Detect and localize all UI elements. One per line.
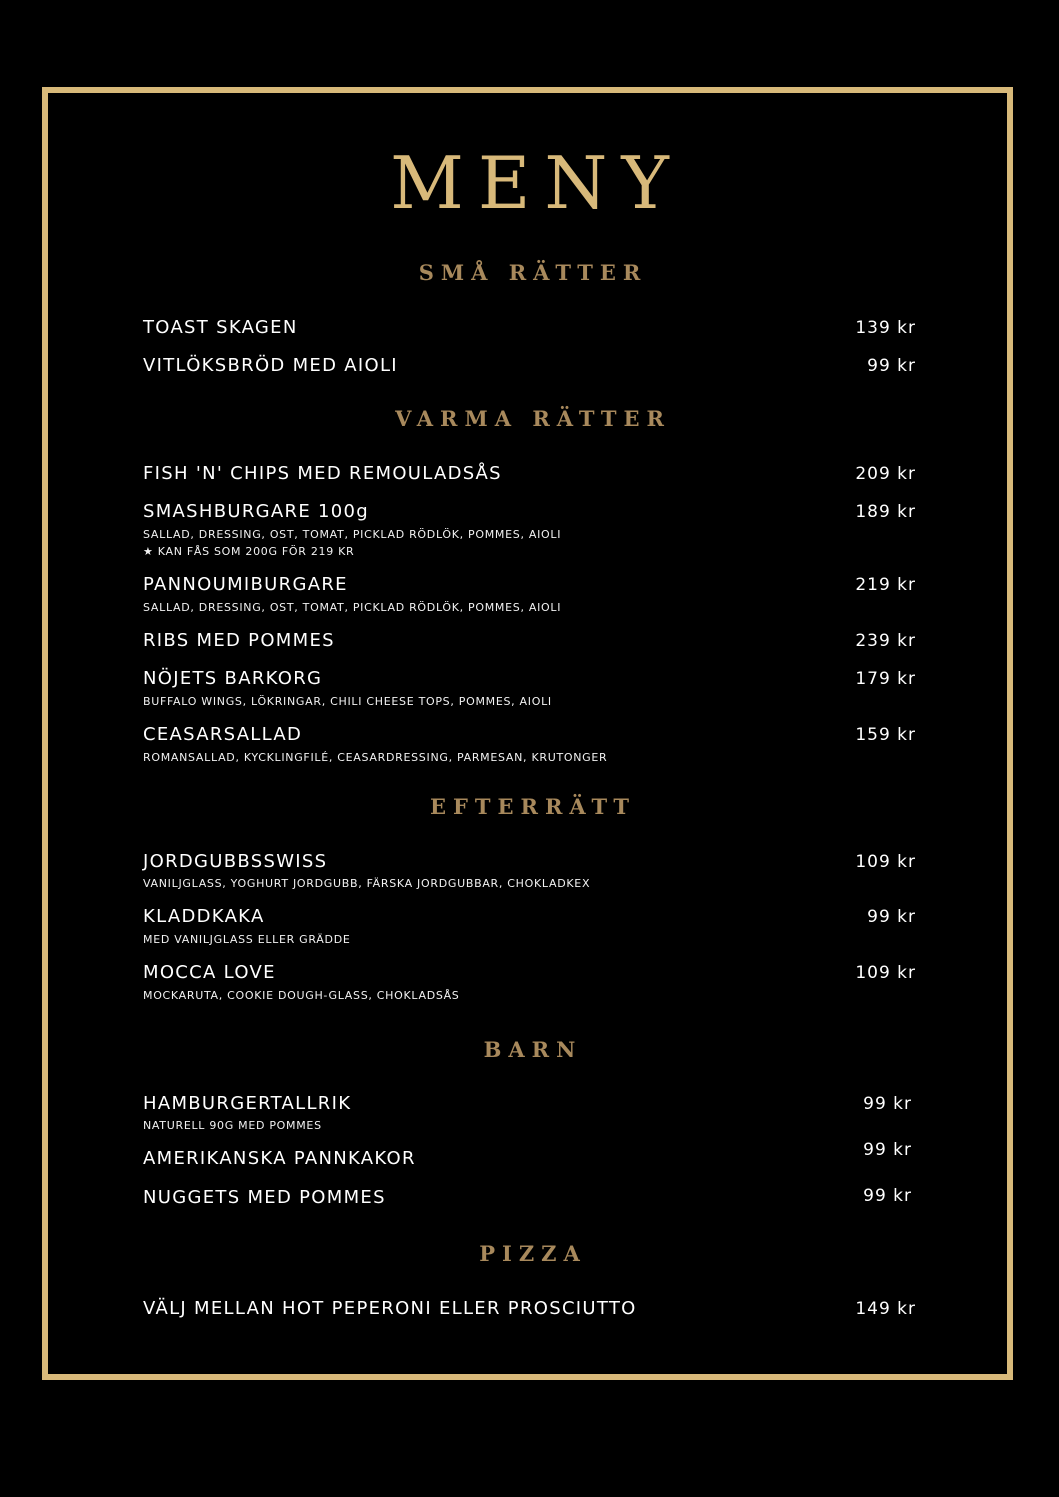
item-desc-pannoumiburgare: SALLAD, DRESSING, OST, TOMAT, PICKLAD RÖDLÖK, POMMES, AIOLI [143, 601, 562, 614]
item-name-pannoumiburgare: PANNOUMIBURGARE [143, 574, 348, 595]
item-desc-jordgubbsswiss: VANILJGLASS, YOGHURT JORDGUBB, FÄRSKA JORDGUBBAR, CHOKLADKEX [143, 877, 591, 890]
item-desc-barkorg: BUFFALO WINGS, LÖKRINGAR, CHILI CHEESE TOPS, POMMES, AIOLI [143, 695, 552, 708]
item-price-fish-n-chips: 209 kr [855, 464, 916, 484]
item-name-mocca-love: MOCCA LOVE [143, 962, 276, 983]
item-name-vitloksbrod: VITLÖKSBRÖD MED AIOLI [143, 355, 398, 376]
item-desc-smashburgare: SALLAD, DRESSING, OST, TOMAT, PICKLAD RÖDLÖK, POMMES, AIOLI [143, 528, 562, 541]
item-price-hamburgertallrik: 99 kr [863, 1094, 912, 1114]
item-price-pannoumiburgare: 219 kr [855, 575, 916, 595]
item-price-ribs: 239 kr [855, 631, 916, 651]
item-name-hamburgertallrik: HAMBURGERTALLRIK [143, 1093, 352, 1114]
section-title-efterratt: EFTERRÄTT [429, 794, 637, 819]
item-name-kladdkaka: KLADDKAKA [143, 906, 265, 927]
section-title-varma-ratter: VARMA RÄTTER [395, 406, 671, 431]
item-name-barkorg: NÖJETS BARKORG [143, 668, 323, 689]
section-title-barn: BARN [483, 1037, 583, 1062]
item-price-nuggets: 99 kr [863, 1186, 912, 1206]
item-name-pizza: VÄLJ MELLAN HOT PEPERONI ELLER PROSCIUTTO [143, 1298, 637, 1319]
item-desc-mocca-love: MOCKARUTA, COOKIE DOUGH-GLASS, CHOKLADSÅS [143, 989, 460, 1002]
item-price-barkorg: 179 kr [855, 669, 916, 689]
item-name-ceasarsallad: CEASARSALLAD [143, 724, 303, 745]
item-price-ceasarsallad: 159 kr [855, 725, 916, 745]
menu-title: MENY [390, 141, 683, 225]
item-name-nuggets: NUGGETS MED POMMES [143, 1187, 386, 1208]
item-price-toast-skagen: 139 kr [855, 318, 916, 338]
item-desc-hamburgertallrik: NATURELL 90G MED POMMES [143, 1119, 322, 1132]
item-price-vitloksbrod: 99 kr [867, 356, 916, 376]
item-price-jordgubbsswiss: 109 kr [855, 852, 916, 872]
item-name-jordgubbsswiss: JORDGUBBSSWISS [143, 851, 328, 872]
item-name-toast-skagen: TOAST SKAGEN [143, 317, 298, 338]
item-price-pizza: 149 kr [855, 1299, 916, 1319]
item-name-amerikanska-pannkakor: AMERIKANSKA PANNKAKOR [143, 1148, 416, 1169]
item-note-smashburgare: ★ KAN FÅS SOM 200G FÖR 219 KR [143, 545, 355, 558]
item-price-amerikanska-pannkakor: 99 kr [863, 1140, 912, 1160]
item-desc-ceasarsallad: ROMANSALLAD, KYCKLINGFILÉ, CEASARDRESSING, PARMESAN, KRUTONGER [143, 751, 608, 764]
section-title-sma-ratter: SMÅ RÄTTER [418, 260, 648, 285]
item-name-ribs: RIBS MED POMMES [143, 630, 335, 651]
section-title-pizza: PIZZA [479, 1241, 587, 1266]
item-desc-kladdkaka: MED VANILJGLASS ELLER GRÄDDE [143, 933, 351, 946]
item-price-smashburgare: 189 kr [855, 502, 916, 522]
item-name-fish-n-chips: FISH 'N' CHIPS MED REMOULADSÅS [143, 463, 502, 484]
item-name-smashburgare: SMASHBURGARE 100g [143, 501, 370, 522]
item-price-kladdkaka: 99 kr [867, 907, 916, 927]
item-price-mocca-love: 109 kr [855, 963, 916, 983]
